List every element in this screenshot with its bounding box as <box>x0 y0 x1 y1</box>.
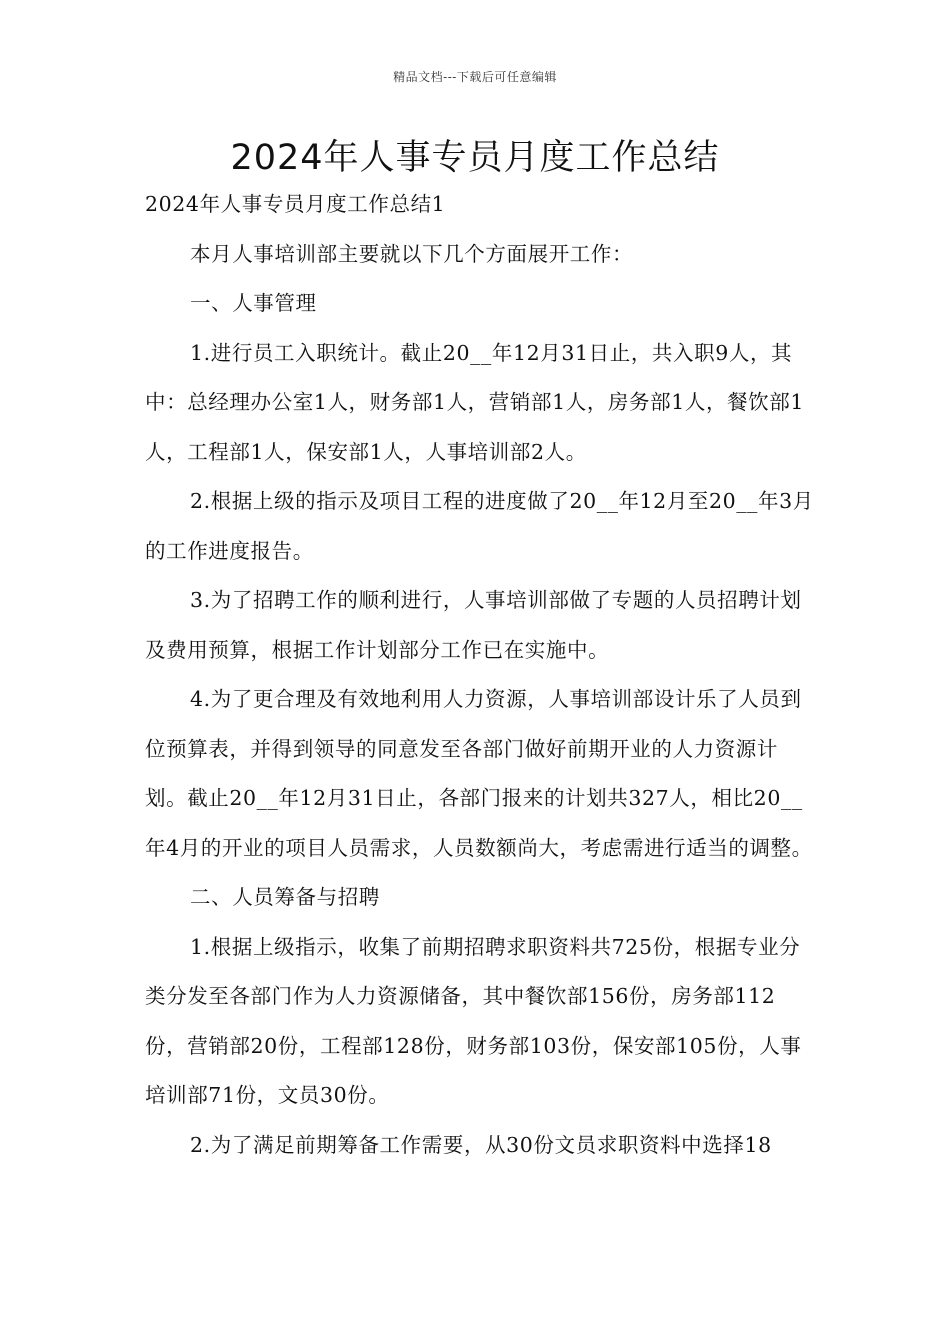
paragraph-resume-collection: 1.根据上级指示，收集了前期招聘求职资料共725份，根据专业分类分发至各部门作为人力资源储备，其中餐饮部156份，房务部112份，营销部20份，工程部128份，财务部103份，保安部105份，人事培训部71份，文员30份。 <box>145 934 802 1107</box>
intro-paragraph: 本月人事培训部主要就以下几个方面展开工作： <box>190 241 634 266</box>
paragraph-staffing-budget: 4.为了更合理及有效地利用人力资源，人事培训部设计乐了人员到位预算表，并得到领导的同意发至各部门做好前期开业的人力资源计划。截止20__年12月31日止，各部门报来的计划共327人，相比20__年4月的开业的项目人员需求，人员数额尚大，考虑需进行适当的调整。 <box>145 687 813 860</box>
paragraph-onboarding-stats: 1.进行员工入职统计。截止20__年12月31日止，共入职9人，其中：总经理办公室1人，财务部1人，营销部1人，房务部1人，餐饮部1人，工程部1人，保安部1人，人事培训部2人。 <box>145 340 805 464</box>
section-heading-personnel-management: 一、人事管理 <box>190 291 317 315</box>
document-title: 2024年人事专员月度工作总结 <box>230 138 720 178</box>
section-subtitle: 2024年人事专员月度工作总结1 <box>145 192 446 216</box>
paragraph-clerk-selection: 2.为了满足前期筹备工作需要，从30份文员求职资料中选择18 <box>190 1132 772 1157</box>
document-body <box>145 180 815 1170</box>
section-heading-recruitment: 二、人员筹备与招聘 <box>190 885 380 909</box>
paragraph-recruitment-plan: 3.为了招聘工作的顺利进行，人事培训部做了专题的人员招聘计划及费用预算，根据工作计划部分工作已在实施中。 <box>145 588 802 662</box>
paragraph-progress-report: 2.根据上级的指示及项目工程的进度做了20__年12月至20__年3月的工作进度报告。 <box>145 489 814 563</box>
header-note: 精品文档---下载后可任意编辑 <box>393 70 557 84</box>
